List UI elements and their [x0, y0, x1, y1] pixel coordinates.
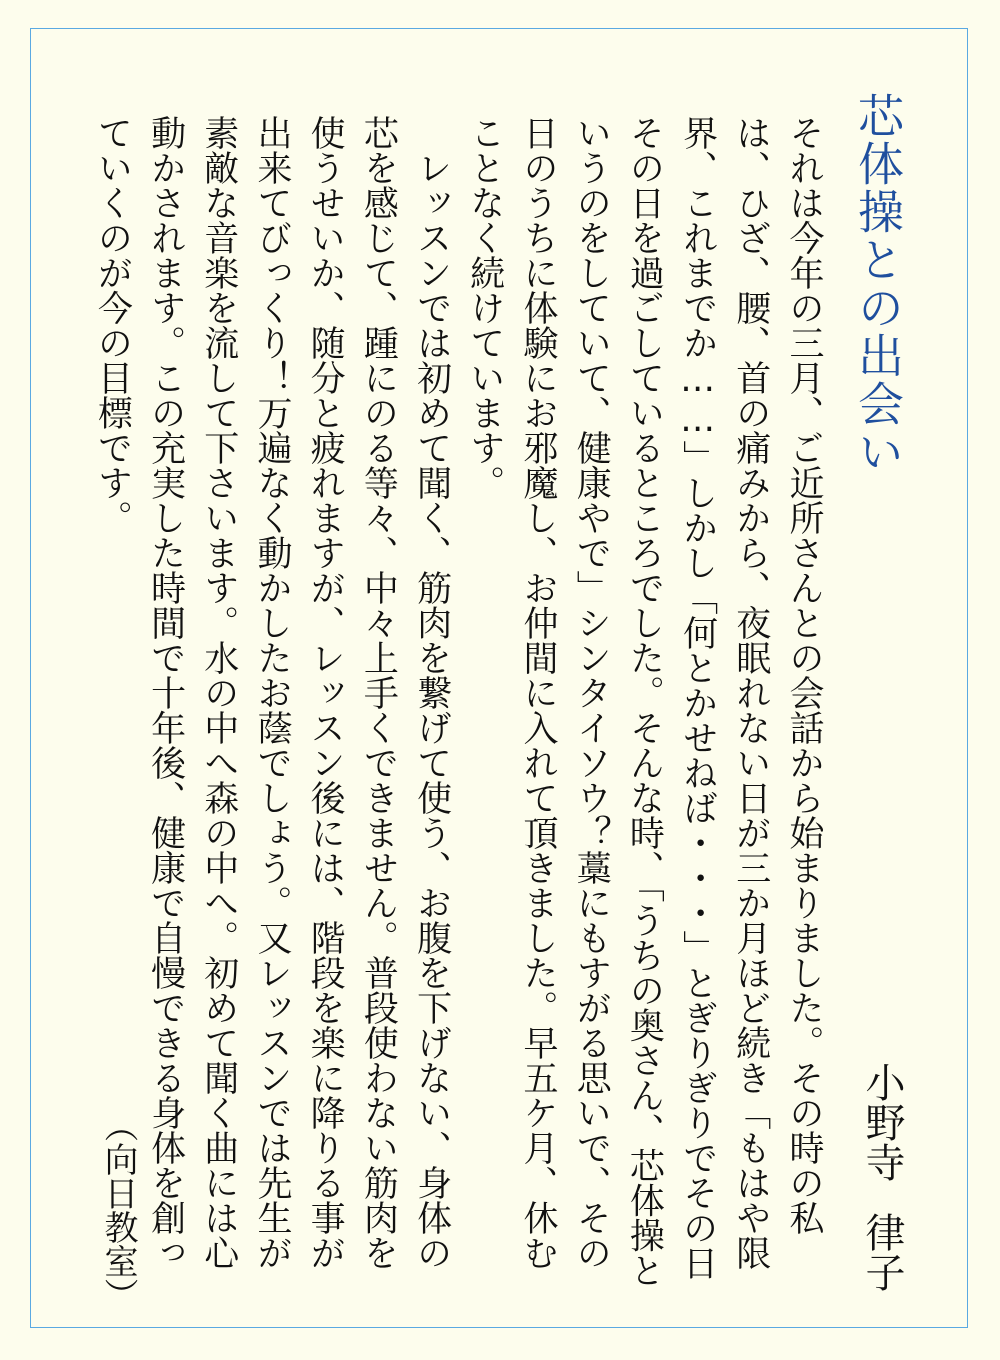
- author-given-name: 律子: [859, 1212, 905, 1292]
- classroom-name: （向日教室）: [98, 1108, 138, 1312]
- article-body: [85, 115, 830, 1295]
- body-paragraph-2: レッスンでは初めて聞く、筋肉を繋げて使う、お腹を下げない、身体の芯を感じて、踵にのる等々、中々上手くできません。普段使わない筋肉を使うせいか、随分と疲れますが、レッスン後には、階段を楽に降りる事が出来てびっくり！万遍なく動かしたお蔭でしょう。又レッスンでは先生が素敵な音楽を流して下さいます。水の中へ森の中へ。初めて聞く曲には心動かされます。この充実した時間で十年後、健康で自慢できる身体を創っていくのが今の目標です。: [92, 115, 452, 1270]
- article-title: 芯体操との出会い: [851, 92, 905, 476]
- body-paragraph-1: それは今年の三月、ご近所さんとの会話から始まりました。その時の私は、ひざ、腰、首の痛みから、夜眠れない日が三か月ほど続き「もはや限界、これまでか……」しかし「何とかせねば・・・」とぎりぎりでその日その日を過ごしているところでした。そんな時、「うちの奥さん、芯体操というのをしていて、健康やで」シンタイソウ？藁にもすがる思いで、その日のうちに体験にお邪魔し、お仲間に入れて頂きました。早五ケ月、休むことなく続けています。: [464, 115, 824, 1288]
- author-family-name: 小野寺: [859, 1062, 905, 1182]
- author-name: [858, 1062, 906, 1292]
